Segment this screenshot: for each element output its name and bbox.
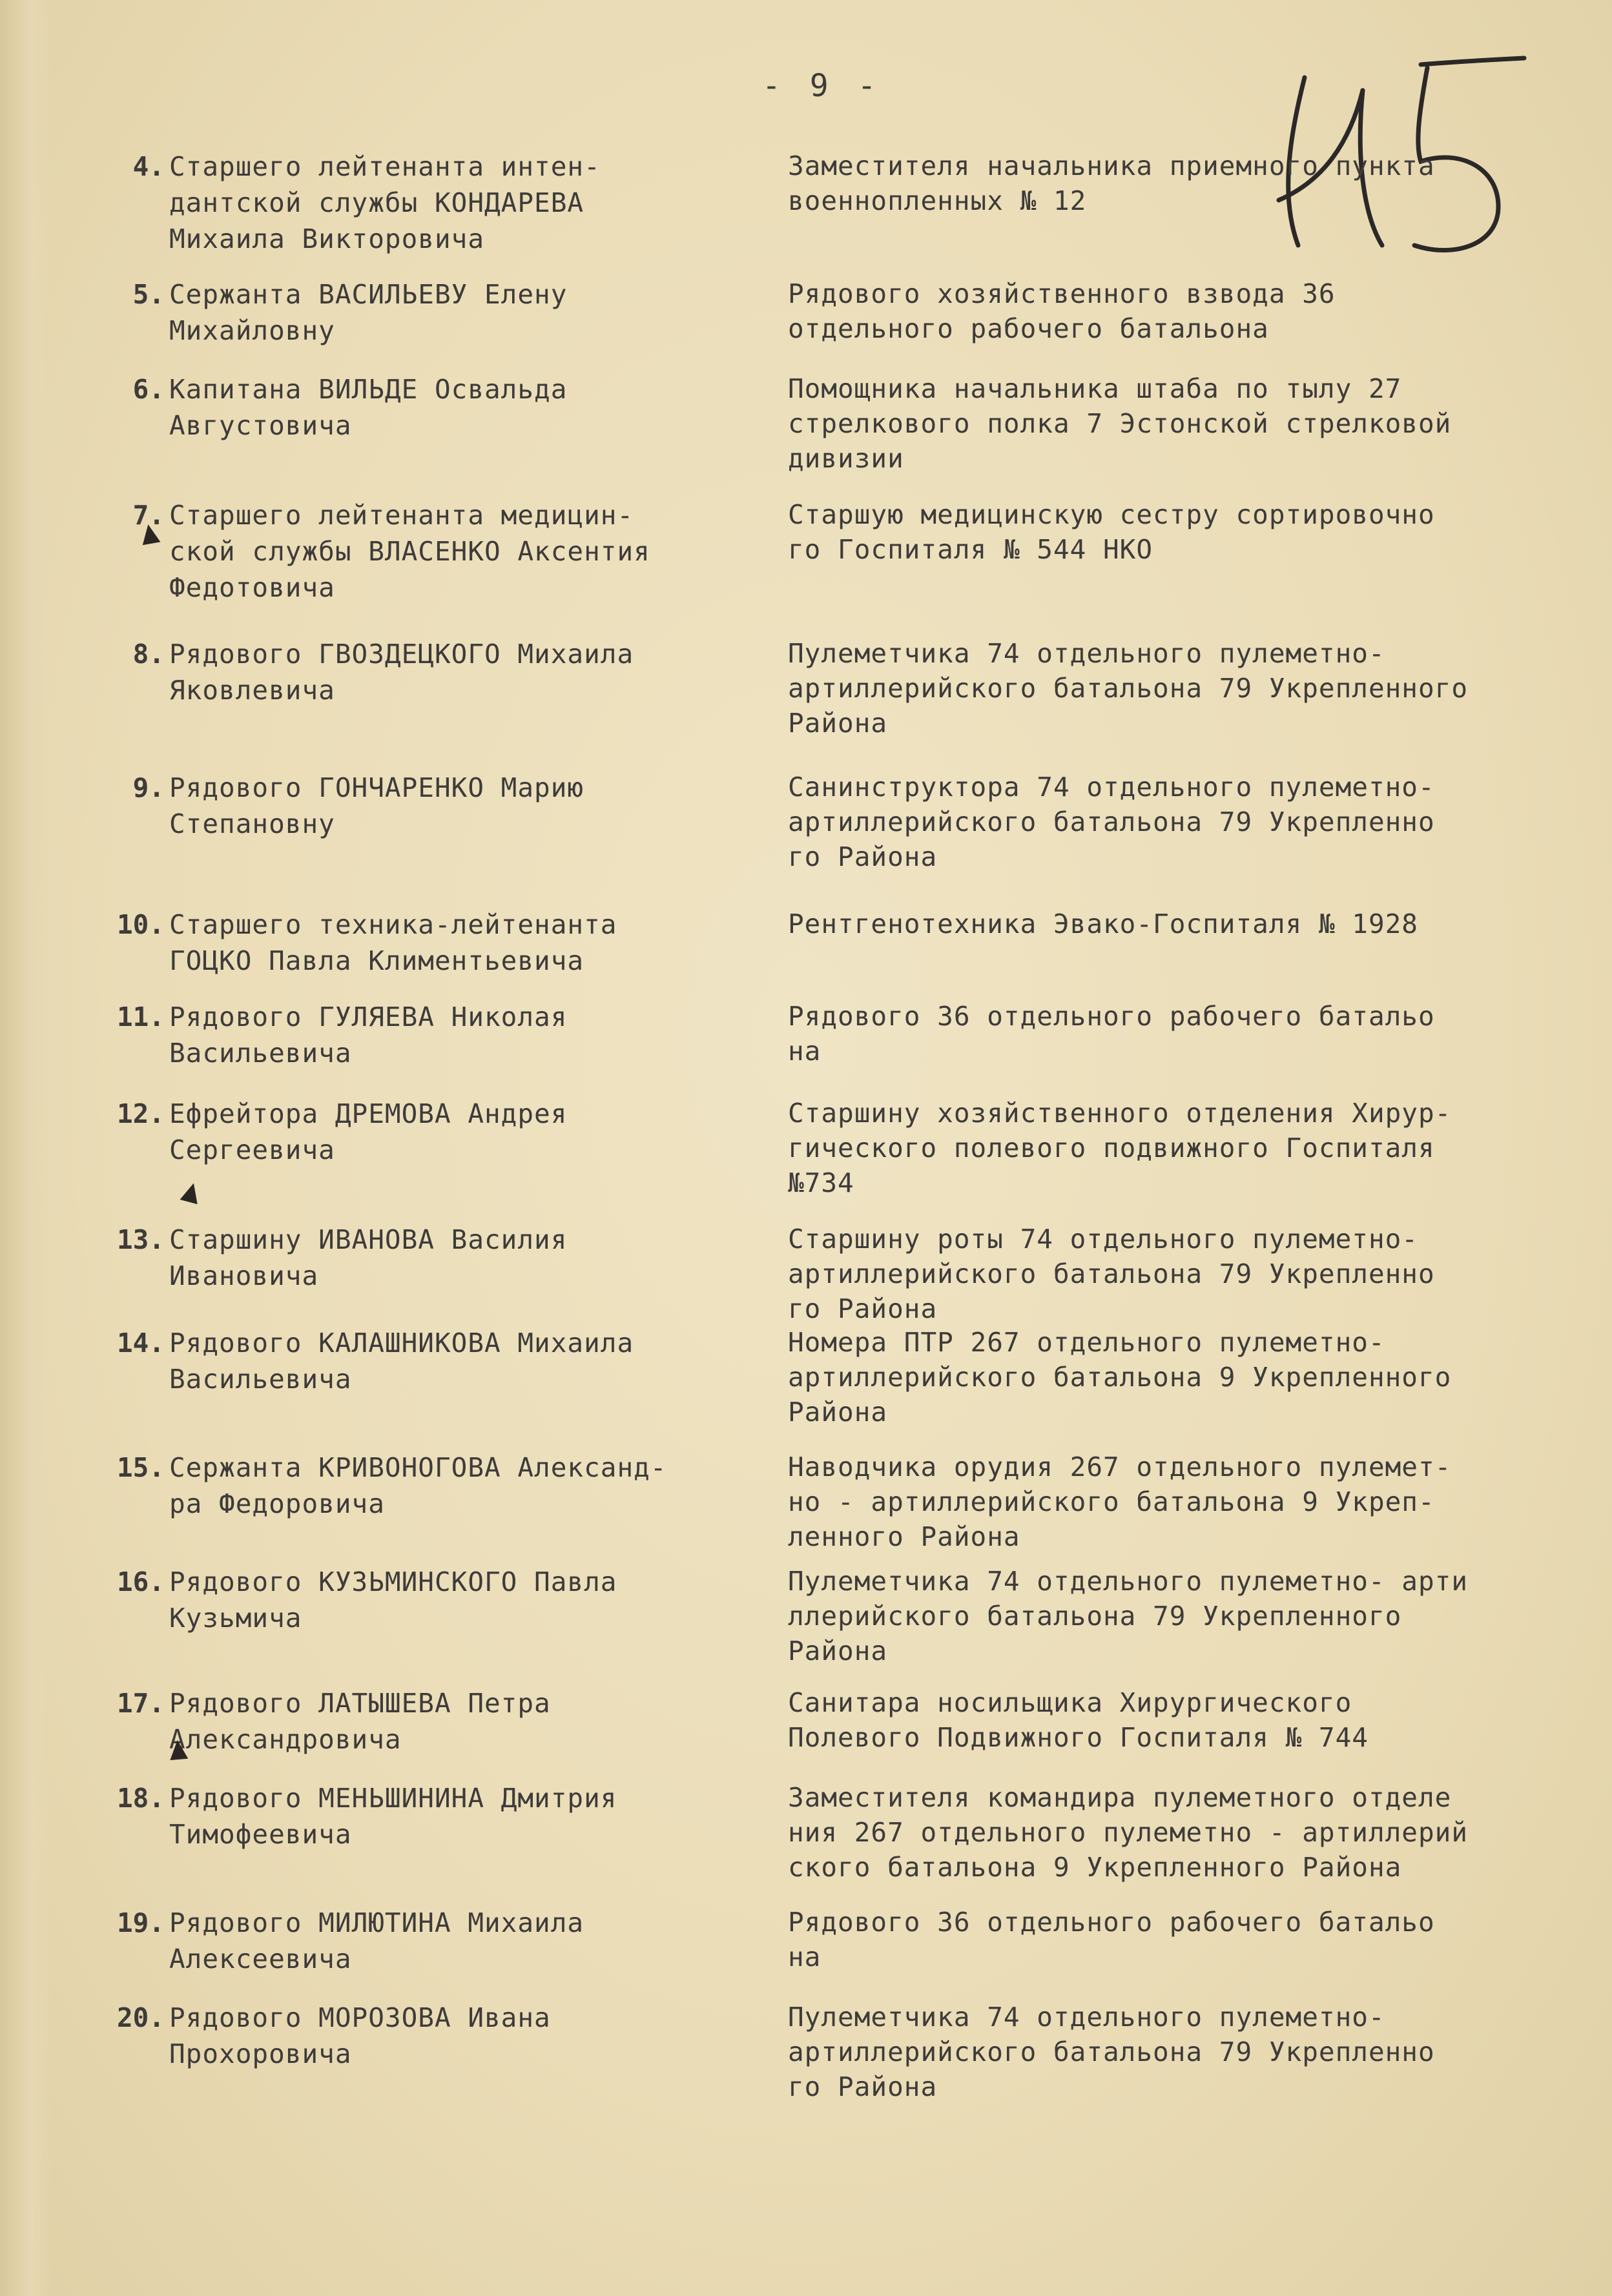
entry-number: 6. (132, 374, 165, 405)
entry-person: Рядового МОРОЗОВА Ивана Прохоровича (169, 2002, 551, 2069)
entry-position: Наводчика орудия 267 отдельного пулемет- но - артиллерийского батальона 9 Укреп- ленного Района (788, 1451, 1452, 1552)
entry-person: Старшего техника-лейтенанта ГОЦКО Павла Климентьевича (169, 909, 617, 976)
entry-number: 7. (132, 500, 165, 531)
entry-person: Старшего лейтенанта интен- дантской службы КОНДАРЕВА Михаила Викторовича (169, 151, 601, 254)
entry-position: Рядового 36 отдельного рабочего батальо на (788, 1001, 1435, 1067)
entry-person: Рядового КУЗЬМИНСКОГО Павла Кузьмича (169, 1566, 617, 1634)
entry-position: Санинструктора 74 отдельного пулеметно- артиллерийского батальона 79 Укрепленно го Района (788, 772, 1435, 872)
entry-position: Старшину хозяйственного отделения Хирур- гического полевого подвижного Госпиталя №734 (788, 1098, 1452, 1198)
entry-person: Капитана ВИЛЬДЕ Освальда Августовича (169, 374, 568, 441)
entry-position: Пулеметчика 74 отдельного пулеметно- артиллерийского батальона 79 Укрепленного Района (788, 638, 1469, 739)
entry-number: 16. (116, 1566, 165, 1597)
entry-number: 5. (132, 279, 165, 310)
entry-position: Номера ПТР 267 отдельного пулеметно- артиллерийского батальона 9 Укрепленного Района (788, 1327, 1452, 1428)
entry-person: Рядового ГОНЧАРЕНКО Марию Степановну (169, 772, 584, 839)
entry-number: 17. (116, 1688, 165, 1719)
entry-position: Рентгенотехника Эвако-Госпиталя № 1928 (788, 908, 1418, 939)
entry-number: 15. (116, 1452, 165, 1483)
entry-number: 11. (116, 1001, 165, 1032)
entry-person: Старшего лейтенанта медицин- ской службы ВЛАСЕНКО Аксентия Федотовича (169, 500, 650, 603)
entry-position: Заместителя начальника приемного пункта военнопленных № 12 (788, 150, 1435, 216)
entry-person: Рядового КАЛАШНИКОВА Михаила Васильевича (169, 1327, 634, 1395)
entry-position: Старшину роты 74 отдельного пулеметно- артиллерийского батальона 79 Укрепленно го Района (788, 1224, 1435, 1324)
entry-person: Рядового МИЛЮТИНА Михаила Алексеевича (169, 1907, 584, 1974)
entry-position: Пулеметчика 74 отдельного пулеметно- артиллерийского батальона 79 Укрепленно го Района (788, 2002, 1435, 2102)
entry-position: Пулеметчика 74 отдельного пулеметно- арти ллерийского батальона 79 Укрепленного Района (788, 1566, 1469, 1666)
entry-position: Рядового хозяйственного взвода 36 отдельного рабочего батальона (788, 278, 1336, 344)
entry-person: Старшину ИВАНОВА Василия Ивановича (169, 1224, 568, 1291)
entry-number: 9. (132, 772, 165, 803)
entry-number: 18. (116, 1783, 165, 1814)
entry-number: 19. (116, 1907, 165, 1938)
entry-position: Рядового 36 отдельного рабочего батальо на (788, 1907, 1435, 1973)
binding-edge (0, 0, 52, 2296)
entry-position: Санитара носильщика Хирургического Полевого Подвижного Госпиталя № 744 (788, 1687, 1369, 1753)
entry-person: Рядового ЛАТЫШЕВА Петра Александровича (169, 1688, 551, 1755)
entry-person: Рядового ГУЛЯЕВА Николая Васильевича (169, 1001, 568, 1069)
entry-position: Старшую медицинскую сестру сортировочно го Госпиталя № 544 НКО (788, 499, 1435, 565)
entry-person: Сержанта КРИВОНОГОВА Александ- ра Федоровича (169, 1452, 667, 1519)
entry-person: Рядового МЕНЬШИНИНА Дмитрия Тимофеевича (169, 1783, 617, 1850)
entry-person: Сержанта ВАСИЛЬЕВУ Елену Михайловну (169, 279, 568, 346)
entry-number: 12. (116, 1098, 165, 1129)
entry-number: 8. (132, 639, 165, 670)
entry-position: Заместителя командира пулеметного отделе ния 267 отдельного пулеметно - артиллерий ского батальона 9 Укрепленного Района (788, 1782, 1469, 1883)
entry-number: 10. (116, 909, 165, 940)
entry-number: 4. (132, 151, 165, 182)
ink-mark (140, 523, 161, 545)
entry-number: 14. (116, 1327, 165, 1358)
entry-number: 13. (116, 1224, 165, 1255)
entry-person: Ефрейтора ДРЕМОВА Андрея Сергеевича (169, 1098, 568, 1165)
page-number: - 9 - (762, 68, 882, 104)
entry-position: Помощника начальника штаба по тылу 27 стрелкового полка 7 Эстонской стрелковой дивизии (788, 373, 1452, 474)
entry-number: 20. (116, 2002, 165, 2033)
entry-person: Рядового ГВОЗДЕЦКОГО Михаила Яковлевича (169, 639, 634, 706)
ink-mark (169, 1739, 189, 1760)
